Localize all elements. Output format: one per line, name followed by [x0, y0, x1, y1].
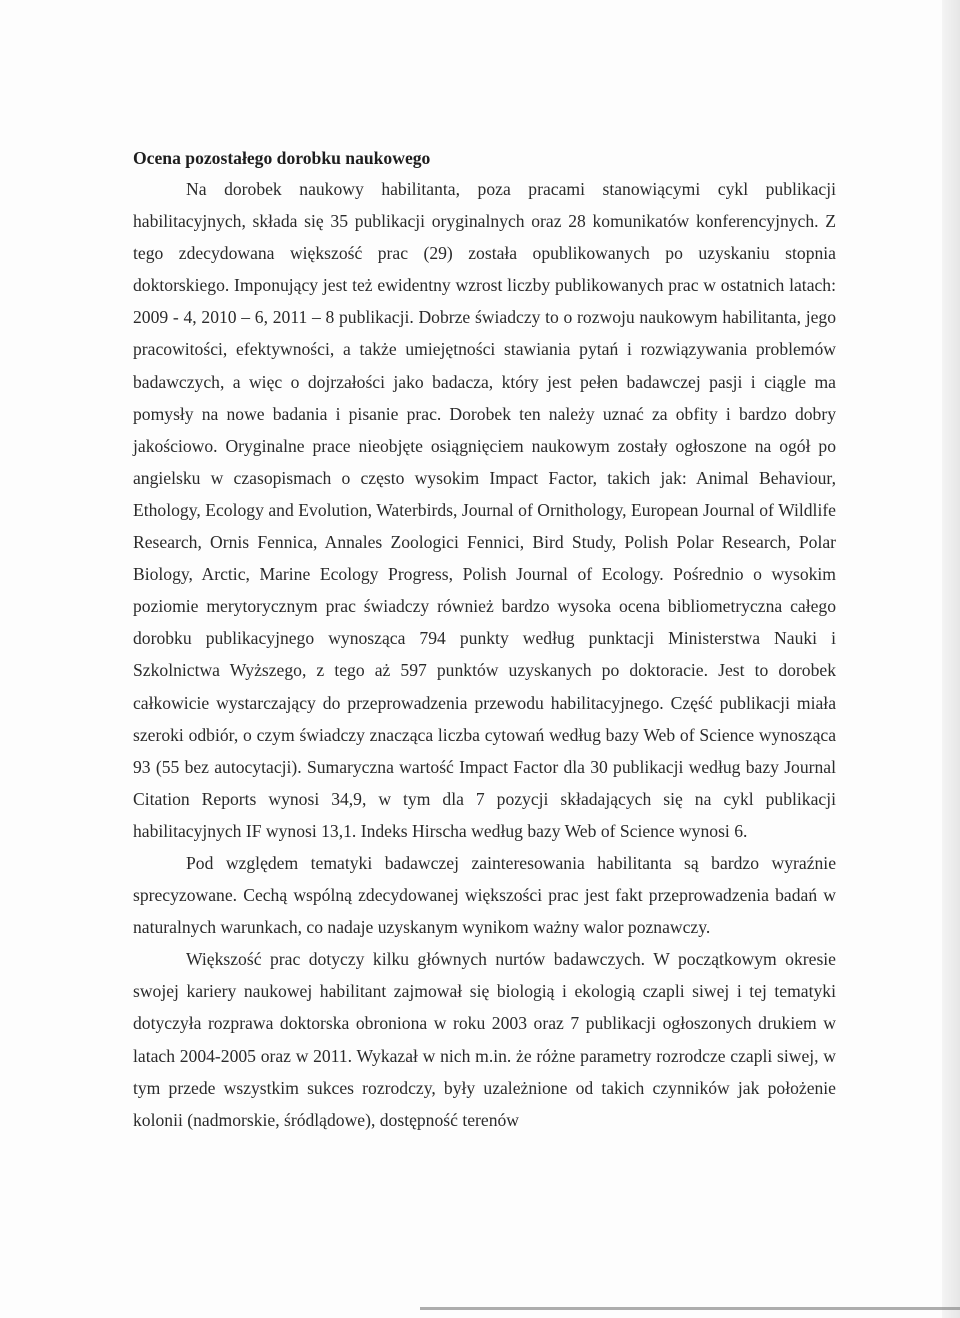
paragraph-3: Większość prac dotyczy kilku głównych nurtów badawczych. W początkowym okresie swojej kariery naukowej habilitant zajmował się biologią i ekologią czapli siwej i tej tematyki dotyczyła rozprawa doktorska obroniona w roku 2003 oraz 7 publikacji ogłoszonych drukiem w latach 2004-2005 oraz w 2011. Wykazał w nich m.in. że różne parametry rozrodcze czapli siwej, w tym przede wszystkim sukces rozrodczy, były uzależnione od takich czynników jak położenie kolonii (nadmorskie, śródlądowe), dostępność terenów [133, 949, 836, 1130]
paragraph-2: Pod względem tematyki badawczej zainteresowania habilitanta są bardzo wyraźnie sprecyzowane. Cechą wspólną zdecydowanej większości prac jest fakt przeprowadzenia badań w naturalnych warunkach, co nadaje uzyskanym wynikom ważny walor poznawczy. [133, 852, 836, 938]
section-heading: Ocena pozostałego dorobku naukowego [133, 148, 431, 168]
paragraph-1: Na dorobek naukowy habilitanta, poza pracami stanowiącymi cykl publikacji habilitacyjnych, składa się 35 publikacji oryginalnych oraz 28 komunikatów konferencyjnych. Z tego zdecydowana większość prac (29) została opublikowanych po uzyskaniu stopnia doktorskiego. Imponujący jest też ewidentny wzrost liczby publikowanych prac w ostatnich latach: 2009 - 4, 2010 – 6, 2011 – 8 publikacji. Dobrze świadczy to o rozwoju naukowym habilitanta, jego pracowitości, efektywności, a także umiejętności stawiania pytań i rozwiązywania problemów badawczych, a więc o dojrzałości jako badacza, który jest pełen badawczej pasji i ciągle ma pomysły na nowe badania i pisanie prac. Dorobek ten należy uznać za obfity i bardzo dobry jakościowo. Oryginalne prace nieobjęte osiągnięciem naukowym zostały ogłoszone na ogół po angielsku w czasopismach o często wysokim Impact Factor, takich jak: Animal Behaviour, Ethology, Ecology and Evolution, Waterbirds, Journal of Ornithology, European Journal of Wildlife Research, Ornis Fennica, Annales Zoologici Fennici, Bird Study, Polish Polar Research, Polar Biology, Arctic, Marine Ecology Progress, Polish Journal of Ecology. Pośrednio o wysokim poziomie merytorycznym prac świadczy również bardzo wysoka ocena bibliometryczna całego dorobku publikacyjnego wynosząca 794 punkty według punktacji Ministerstwa Nauki i Szkolnictwa Wyższego, z tego aż 597 punktów uzyskanych po doktoracie. Jest to dorobek całkowicie wystarczający do przeprowadzenia przewodu habilitacyjnego. Część publikacji miała szeroki odbiór, o czym świadczy znacząca liczba cytowań według bazy Web of Science wynosząca 93 (55 bez autocytacji). Sumaryczna wartość Impact Factor dla 30 publikacji według bazy Journal Citation Reports wynosi 34,9, w tym dla 7 pozycji składających się na cykl publikacji habilitacyjnych IF wynosi 13,1. Indeks Hirscha według bazy Web of Science wynosi 6. [133, 179, 836, 841]
scan-edge-shadow [942, 0, 960, 1318]
document-body [133, 143, 836, 1136]
scan-bottom-line [420, 1307, 960, 1310]
